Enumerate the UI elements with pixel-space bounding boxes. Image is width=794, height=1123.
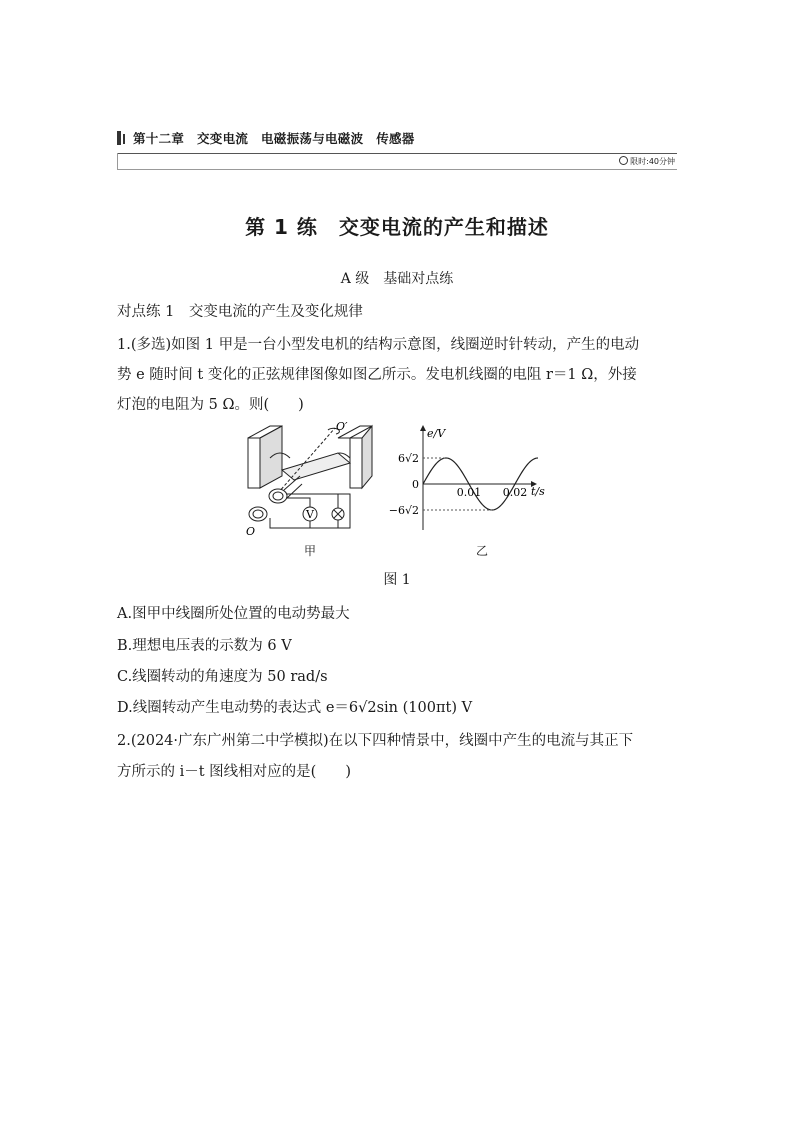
header-rule-bottom: [117, 169, 677, 170]
header-rule: [117, 153, 677, 154]
y-tick-label: 0: [412, 478, 419, 491]
x-tick-label: 0.02: [502, 486, 528, 499]
generator-diagram: [240, 418, 380, 543]
label-yi: 乙: [476, 544, 489, 558]
y-axis-arrow: [420, 425, 426, 431]
y-axis-label: e/V: [427, 427, 446, 440]
header-side-rule: [117, 153, 118, 169]
o-label: O: [246, 525, 256, 538]
y-tick-label: −6√2: [388, 504, 419, 517]
q2-line-2: 方所示的 i－t 图线相对应的是( ): [117, 764, 351, 780]
q1-line-3: 灯泡的电阻为 5 Ω。则( ): [117, 397, 304, 413]
time-limit: [619, 156, 675, 167]
header-marker-small: [123, 134, 125, 144]
option-a: A.图甲中线圈所处位置的电动势最大: [117, 606, 350, 622]
label-jia: 甲: [304, 544, 317, 558]
voltmeter-label: V: [306, 508, 314, 521]
q1-line-1: 1.(多选)如图 1 甲是一台小型发电机的结构示意图，线圈逆时针转动，产生的电动: [117, 337, 640, 353]
option-d: D.线圈转动产生电动势的表达式 e＝6√2sin (100πt) V: [117, 700, 473, 716]
page-title: 第 1 练 交变电流的产生和描述: [245, 215, 549, 239]
emf-chart: [385, 425, 555, 540]
x-axis-label: t/s: [531, 485, 545, 498]
option-c: C.线圈转动的角速度为 50 rad/s: [117, 669, 328, 685]
o-prime-label: O′: [336, 420, 348, 433]
time-limit-text: 限时:40分钟: [630, 157, 675, 166]
page-header: [117, 127, 677, 171]
clock-icon: [619, 156, 628, 165]
y-tick-label: 6√2: [397, 452, 419, 465]
option-b: B.理想电压表的示数为 6 V: [117, 638, 292, 654]
chapter-title: 第十二章 交变电流 电磁振荡与电磁波 传感器: [133, 131, 415, 146]
q2-line-1: 2.(2024·广东广州第二中学模拟)在以下四种情景中，线圈中产生的电流与其正下: [117, 733, 634, 749]
x-tick-label: 0.01: [456, 486, 482, 499]
level-heading: A 级 基础对点练: [340, 271, 454, 287]
q1-line-2: 势 e 随时间 t 变化的正弦规律图像如图乙所示。发电机线圈的电阻 r＝1 Ω，外接: [117, 367, 637, 383]
figure-caption: 图 1: [383, 572, 411, 588]
header-marker: [117, 131, 121, 145]
section-heading: 对点练 1 交变电流的产生及变化规律: [117, 304, 363, 320]
